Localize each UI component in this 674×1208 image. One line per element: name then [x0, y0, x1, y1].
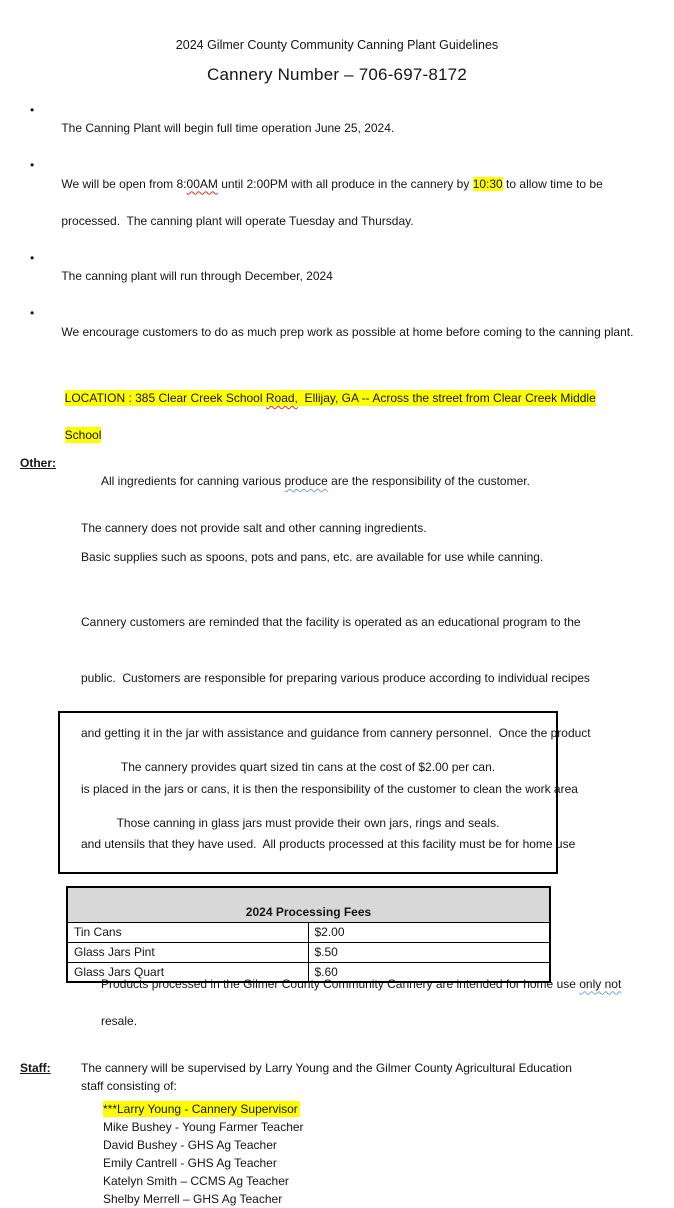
staff-member-supervisor — [103, 1100, 664, 1118]
bullet-icon: • — [30, 158, 35, 172]
grammar-squiggle-text: produce — [284, 474, 328, 488]
bullet-text: We encourage customers to do as much prep work as possible at home before coming to the canning plant. — [61, 324, 634, 339]
paragraph-line: Cannery customers are reminded that the facility is operated as an educational program to the — [81, 615, 581, 629]
other-section-label: Other: — [20, 455, 56, 470]
location-banner — [58, 371, 646, 445]
location-highlight-line2: School — [64, 428, 102, 442]
staff-section-body — [81, 1059, 664, 1208]
staff-intro-line1: The cannery will be supervised by Larry Young and the Gilmer County Agricultural Education — [81, 1060, 572, 1075]
staff-member: Emily Cantrell - GHS Ag Teacher — [103, 1155, 277, 1170]
staff-section-label: Staff: — [20, 1060, 51, 1075]
fee-item-cell: Glass Jars Pint — [67, 942, 308, 962]
bullet-text: The canning plant will run through December, 2024 — [61, 269, 333, 283]
fees-intro-line2: Those canning in glass jars must provide their own jars, rings and seals. — [116, 815, 500, 830]
location-text-post: Ellijay, GA -- Across the street from Clear Creek Middle — [297, 391, 596, 405]
fees-table-header: 2024 Processing Fees — [67, 887, 550, 922]
fees-box — [58, 711, 558, 979]
paragraph-no-salt: The cannery does not provide salt and other canning ingredients. — [81, 521, 427, 535]
bullet-item-prep-work — [0, 304, 674, 360]
paragraph-text-post: are the responsibility of the customer. — [327, 474, 530, 488]
paragraph-ingredients — [81, 454, 664, 510]
staff-section — [0, 1059, 674, 1208]
bullet-item-season — [0, 249, 674, 305]
bullet-icon: • — [30, 102, 35, 117]
bullet-item-operation-start — [0, 101, 674, 157]
fee-row — [67, 962, 550, 982]
bullet-text-mid: until 2:00PM with all produce in the cannery by — [217, 176, 473, 191]
bullet-text: The Canning Plant will begin full time operation June 25, 2024. — [61, 121, 395, 135]
paragraph-basic-supplies: Basic supplies such as spoons, pots and pans, etc. are available for use while canning. — [81, 549, 544, 564]
fee-item-cell: Tin Cans — [67, 922, 308, 942]
page-title: 2024 Gilmer County Community Canning Plant Guidelines — [175, 38, 499, 52]
fee-price-cell: $.50 — [308, 942, 550, 962]
paragraph-line: and getting it in the jar with assistance and guidance from cannery personnel. Once the product — [81, 726, 591, 740]
cannery-number-title: Cannery Number – 706-697-8172 — [206, 64, 467, 84]
bullet-text-post: to allow time to be — [502, 176, 603, 191]
location-text-pre: LOCATION : 385 Clear Creek School — [64, 391, 266, 405]
paragraph-text-pre: All ingredients for canning various — [101, 474, 285, 488]
fees-table — [66, 886, 551, 983]
fee-row — [67, 942, 550, 962]
staff-member: Katelyn Smith – CCMS Ag Teacher — [103, 1173, 289, 1188]
bullet-icon: • — [30, 250, 35, 265]
staff-member: Mike Bushey - Young Farmer Teacher — [103, 1119, 304, 1134]
paragraph-text-pre: Products processed in the Gilmer County Community Cannery are intended for home use — [101, 976, 580, 991]
bullet-text-pre: We will be open from 8: — [61, 176, 187, 191]
highlighted-time: 10:30 — [472, 176, 503, 191]
fees-table-header-row — [67, 887, 550, 922]
staff-supervisor-highlight: ***Larry Young - Cannery Supervisor — [103, 1101, 298, 1116]
staff-intro — [81, 1059, 664, 1096]
fee-item-cell: Glass Jars Quart — [67, 962, 308, 982]
fee-row — [67, 922, 550, 942]
grammar-squiggle-text: only not — [579, 976, 622, 991]
document-page — [0, 36, 674, 1206]
guidelines-bullet-list — [0, 101, 674, 360]
staff-list — [103, 1100, 664, 1208]
spellcheck-squiggle-text: Road, — [265, 391, 298, 405]
fee-price-cell: $.60 — [308, 962, 550, 982]
fees-intro-line1: The cannery provides quart sized tin cans at the cost of $2.00 per can. — [120, 760, 496, 774]
paragraph-line: and utensils that they have used. All products processed at this facility must be for home use — [81, 837, 576, 851]
staff-member: David Bushey - GHS Ag Teacher — [103, 1137, 277, 1152]
staff-member: Shelby Merrell – GHS Ag Teacher — [103, 1191, 283, 1206]
bullet-text-line2: processed. The canning plant will operate Tuesday and Thursday. — [61, 213, 414, 228]
spellcheck-squiggle-text: 00AM — [186, 176, 218, 191]
paragraph-line2: resale. — [101, 1013, 138, 1028]
paragraph-line: is placed in the jars or cans, it is then the responsibility of the customer to clean the work area — [81, 781, 578, 796]
fee-price-cell: $2.00 — [308, 922, 550, 942]
location-highlight-line1 — [65, 390, 596, 406]
bullet-item-hours — [0, 156, 674, 249]
fees-box-intro — [60, 721, 556, 869]
staff-intro-line2: staff consisting of: — [81, 1079, 177, 1093]
paragraph-line: public. Customers are responsible for preparing various produce according to individual recipes — [81, 670, 590, 685]
bullet-icon: • — [30, 306, 35, 320]
